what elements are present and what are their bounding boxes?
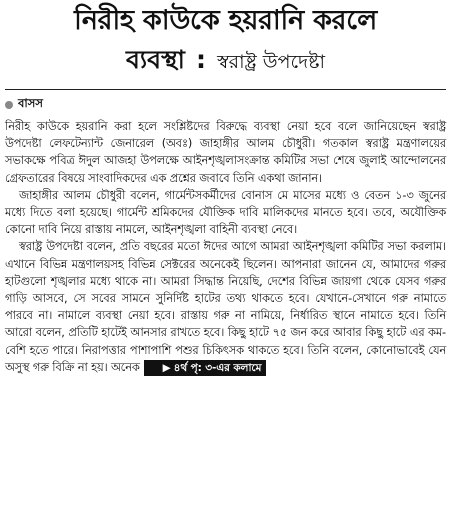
headline-source: স্বরাষ্ট্র উপদেষ্টা (217, 51, 325, 73)
continued-on-page-link[interactable] (144, 360, 267, 376)
headline-main: ব্যবস্থা (126, 45, 185, 74)
headline-divider (5, 89, 446, 90)
dateline (5, 95, 446, 114)
bullet-icon (5, 101, 13, 109)
paragraph-2: জাহাঙ্গীর আলম চৌধুরী বলেন, গার্মেন্টসকর্মীদের বোনাস মে মাসের মধ্যে ও বেতন ১-৩ জুনের মধ্যে দিতে বলা হয়েছে। গার্মেন্ট শ্রমিকদের যৌক্তিক দাবি মালিকদের মানতে হবে। তবে, অযৌক্তিক কোনো দাবি নিয়ে রাস্তায় নামলে, আইনশৃঙ্খলা বাহিনী ব্যবস্থা নেবে। (5, 188, 446, 237)
arrow-right-icon: ▶ (162, 361, 171, 374)
dateline-agency: বাসস (18, 96, 43, 110)
headline-line-1: নিরীহ কাউকে হয়রানি করলে (74, 5, 377, 36)
paragraph-1: নিরীহ কাউকে হয়রানি করা হলে সংশ্লিষ্টদের বিরুদ্ধে ব্যবস্থা নেয়া হবে বলে জানিয়েছেন স্বরাষ্ট্র উপদেষ্টা লেফটেন্যান্ট জেনারেল (অবঃ) জাহাঙ্গীর আলম চৌধুরী। গতকাল স্বরাষ্ট্র মন্ত্রণালয়ের সভাকক্ষে পবিত্র ঈদুল আজহা উপলক্ষে আইনশৃঙ্খলাসংক্রান্ত কমিটির সভা শেষে জুলাই আন্দোলনের গ্রেফতারের বিষয়ে সাংবাদিকদের এক প্রশ্নের জবাবে তিনি একথা জানান। (5, 120, 446, 185)
headline-colon: : (196, 45, 206, 74)
continued-on-page-text: ৪র্থ পৃ: ৩-এর কলামে (173, 361, 262, 374)
paragraph-3-text: স্বরাষ্ট্র উপদেষ্টা বলেন, প্রতি বছরের মতো ঈদের আগে আমরা আইনশৃঙ্খলা কমিটির সভা করলাম। এখানে বিভিন্ন মন্ত্রণালয়সহ বিভিন্ন সেক্টরের অনেকেই ছিলেন। আপনারা জানেন যে, আমাদের গরুর হাটগুলো শৃঙ্খলার মধ্যে থাকে না। আমরা সিদ্ধান্ত নিয়েছি, দেশের বিভিন্ন জায়গা থেকে যেসব গরুর গাড়ি আসবে, সে সবের সামনে সুনির্দিষ্ট হাটের তথ্য থাকতে হবে। যেখানে-সেখানে গরু নামাতে পারবে না। নামালে ব্যবস্থা নেয়া হবে। রাস্তায় গরু না নামিয়ে, নির্ধারিত স্থানে নামাতে হবে। তিনি আরো বলেন, প্রতিটি হাটেই আনসার রাখতে হবে। কিছু হাটে ৭৫ জন করে আবার কিছু হাটে এর কম-বেশি হতে পারে। নিরাপত্তার পাশাপাশি পশুর চিকিৎসক থাকতে হবে। তিনি বলেন, কোনোভাবেই যেন অসুস্থ গরু বিক্রি না হয়। অনেক (5, 240, 446, 374)
headline-line-2 (5, 40, 446, 83)
paragraph-3 (5, 238, 446, 376)
article-body (5, 118, 446, 376)
